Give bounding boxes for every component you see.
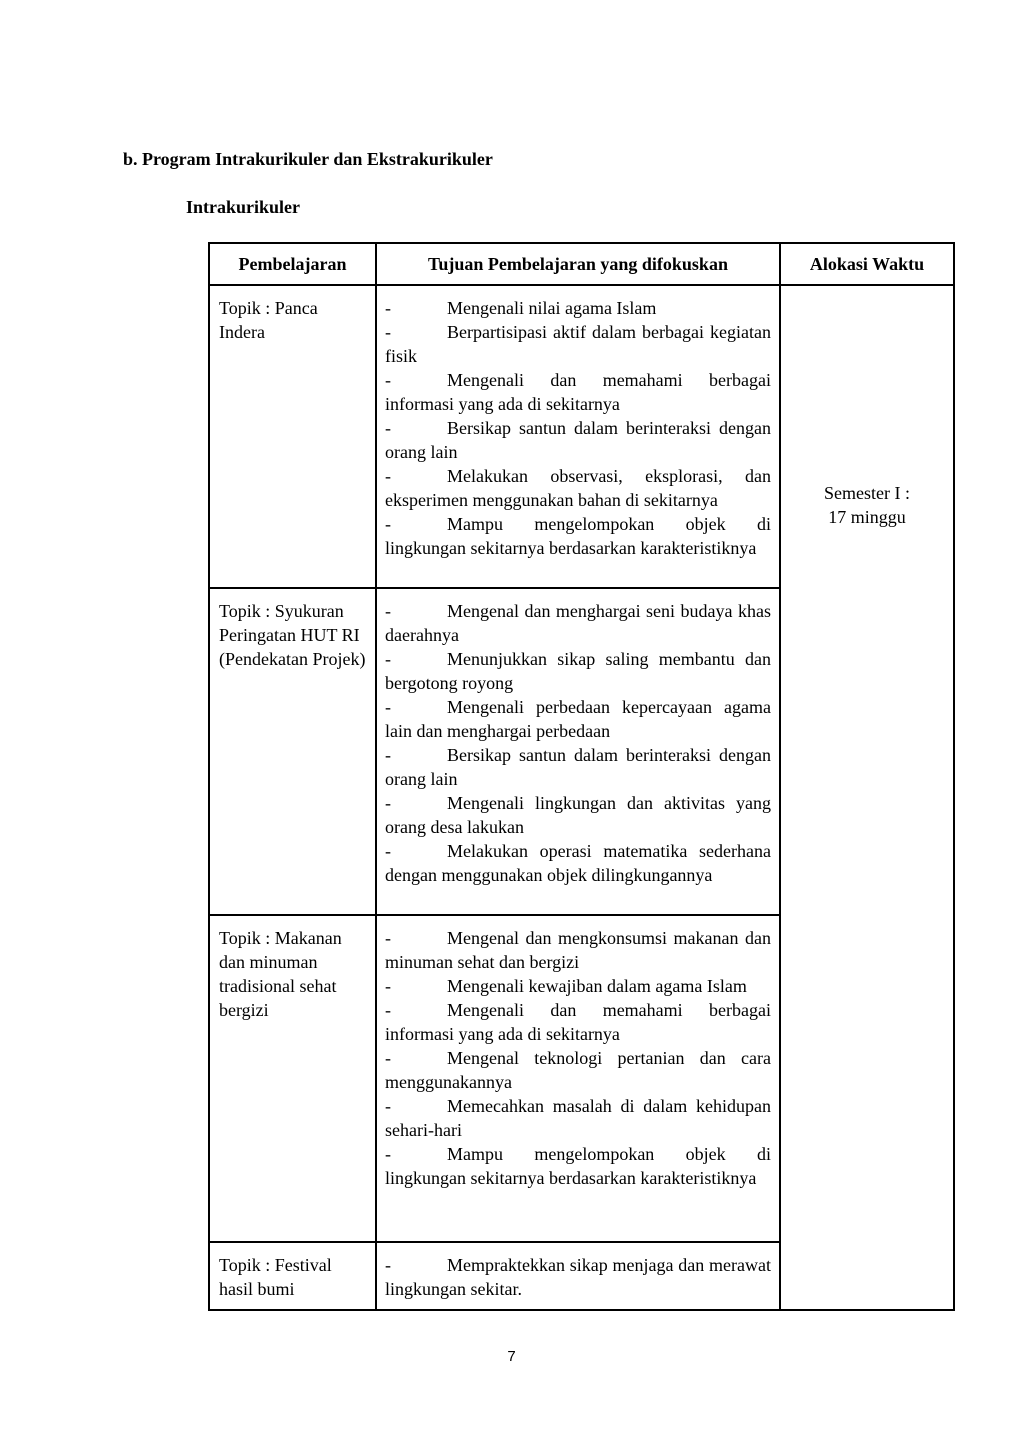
goal-text: Menunjukkan sikap saling membantu dan bergotong royong bbox=[385, 649, 771, 693]
section-title: b. Program Intrakurikuler dan Ekstrakurikuler bbox=[123, 149, 493, 169]
goal-item bbox=[385, 1253, 771, 1301]
dash: - bbox=[385, 514, 391, 534]
goal-item bbox=[385, 1142, 771, 1190]
goal-text: Mengenal dan mengkonsumsi makanan dan minuman sehat dan bergizi bbox=[385, 928, 771, 972]
dash: - bbox=[385, 418, 391, 438]
goal-item bbox=[385, 296, 771, 320]
page-number: 7 bbox=[507, 1348, 516, 1365]
goal-text: Berpartisipasi aktif dalam berbagai kegiatan fisik bbox=[385, 322, 771, 366]
goal-item bbox=[385, 647, 771, 695]
allocation-semester: Semester I : bbox=[824, 483, 910, 503]
dash: - bbox=[385, 841, 391, 861]
allocation-weeks: 17 minggu bbox=[828, 507, 906, 527]
goal-item bbox=[385, 998, 771, 1046]
goal-item bbox=[385, 464, 771, 512]
goal-item bbox=[385, 512, 771, 560]
goal-text: Melakukan operasi matematika sederhana dengan menggunakan objek dilingkungannya bbox=[385, 841, 771, 885]
goal-item bbox=[385, 320, 771, 368]
dash: - bbox=[385, 1000, 391, 1020]
topic-cell: Topik : Festival hasil bumi bbox=[209, 1242, 376, 1310]
goal-item bbox=[385, 926, 771, 974]
goal-item bbox=[385, 1094, 771, 1142]
allocation-cell bbox=[780, 285, 954, 1310]
dash: - bbox=[385, 928, 391, 948]
goal-item bbox=[385, 599, 771, 647]
dash: - bbox=[385, 370, 391, 390]
goals-cell bbox=[376, 1242, 780, 1310]
goals-cell bbox=[376, 588, 780, 915]
goal-text: Mempraktekkan sikap menjaga dan merawat lingkungan sekitar. bbox=[385, 1255, 771, 1299]
dash: - bbox=[385, 793, 391, 813]
goal-text: Mengenali dan memahami berbagai informasi yang ada di sekitarnya bbox=[385, 1000, 771, 1044]
goal-text: Mampu mengelompokan objek di lingkungan sekitarnya berdasarkan karakteristiknya bbox=[385, 1144, 771, 1188]
goal-text: Melakukan observasi, eksplorasi, dan eksperimen menggunakan bahan di sekitarnya bbox=[385, 466, 771, 510]
goal-text: Bersikap santun dalam berinteraksi dengan orang lain bbox=[385, 745, 771, 789]
table-header-row bbox=[209, 243, 954, 285]
goal-text: Mengenali perbedaan kepercayaan agama lain dan menghargai perbedaan bbox=[385, 697, 771, 741]
dash: - bbox=[385, 745, 391, 765]
header-tujuan: Tujuan Pembelajaran yang difokuskan bbox=[376, 243, 780, 285]
topic-cell: Topik : Makanan dan minuman tradisional sehat bergizi bbox=[209, 915, 376, 1242]
topic-cell: Topik : Syukuran Peringatan HUT RI (Pendekatan Projek) bbox=[209, 588, 376, 915]
dash: - bbox=[385, 466, 391, 486]
dash: - bbox=[385, 697, 391, 717]
dash: - bbox=[385, 298, 391, 318]
dash: - bbox=[385, 1144, 391, 1164]
dash: - bbox=[385, 601, 391, 621]
goals-cell bbox=[376, 285, 780, 588]
sub-title: Intrakurikuler bbox=[186, 197, 301, 217]
dash: - bbox=[385, 322, 391, 342]
topic-cell: Topik : Panca Indera bbox=[209, 285, 376, 588]
header-alokasi: Alokasi Waktu bbox=[780, 243, 954, 285]
goal-text: Mengenali nilai agama Islam bbox=[447, 298, 657, 318]
dash: - bbox=[385, 1096, 391, 1116]
goal-item bbox=[385, 368, 771, 416]
dash: - bbox=[385, 649, 391, 669]
goals-cell bbox=[376, 915, 780, 1242]
goal-item bbox=[385, 1046, 771, 1094]
dash: - bbox=[385, 1048, 391, 1068]
goal-text: Mampu mengelompokan objek di lingkungan sekitarnya berdasarkan karakteristiknya bbox=[385, 514, 771, 558]
goal-text: Mengenali lingkungan dan aktivitas yang orang desa lakukan bbox=[385, 793, 771, 837]
goal-item bbox=[385, 974, 771, 998]
goal-item bbox=[385, 839, 771, 887]
goal-item bbox=[385, 416, 771, 464]
goal-item bbox=[385, 695, 771, 743]
goal-text: Mengenal teknologi pertanian dan cara menggunakannya bbox=[385, 1048, 771, 1092]
goal-text: Mengenal dan menghargai seni budaya khas daerahnya bbox=[385, 601, 771, 645]
table-row bbox=[209, 285, 954, 588]
intrakurikuler-table bbox=[208, 242, 955, 1311]
goal-text: Mengenali dan memahami berbagai informasi yang ada di sekitarnya bbox=[385, 370, 771, 414]
goal-item bbox=[385, 743, 771, 791]
dash: - bbox=[385, 1255, 391, 1275]
goal-text: Mengenali kewajiban dalam agama Islam bbox=[447, 976, 747, 996]
goal-text: Bersikap santun dalam berinteraksi dengan orang lain bbox=[385, 418, 771, 462]
header-pembelajaran: Pembelajaran bbox=[209, 243, 376, 285]
goal-item bbox=[385, 791, 771, 839]
dash: - bbox=[385, 976, 391, 996]
goal-text: Memecahkan masalah di dalam kehidupan sehari-hari bbox=[385, 1096, 771, 1140]
